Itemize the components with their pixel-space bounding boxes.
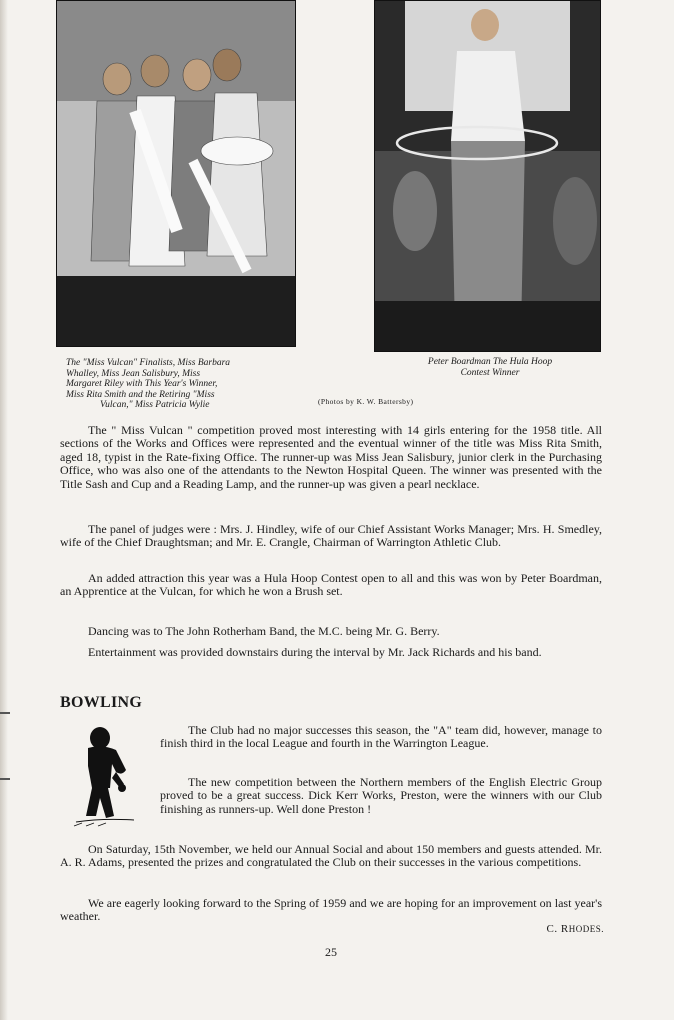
paragraph-text: The new competition between the Northern members of the English Electric Group proved to be a great success. Dick Kerr Works, Preston, were the winners with our Club finishing as runners-up. Well done Preston ! [160,775,602,816]
caption-line: The "Miss Vulcan" Finalists, Miss Barbara [66,358,231,368]
article-paragraph [60,646,602,659]
paragraph-text: The " Miss Vulcan " competition proved most interesting with 14 girls entering for the 1958 title. All sections of the Works and Offices were represented and the eventual winner of the title was Miss Rita Smith, aged 18, typist in the Rate-fixing Office. The runner-up was Miss Jean Salisbury, junior clerk in the Purchasing Office, who was also one of the attendants to the Newton Hospital Queen. The winner was presented with the Title Sash and Cup and a Reading Lamp, and the runner-up was given a pearl necklace. [60,423,602,491]
author-signature [547,923,604,935]
paragraph-text: The panel of judges were : Mrs. J. Hindley, wife of our Chief Assistant Works Manager; Mrs. H. Smedley, wife of the Chief Draughtsman; and Mr. E. Crangle, Chairman of Warrington Athletic Club. [60,522,602,550]
signature-rest: HODES. [568,924,604,934]
margin-mark [0,778,10,780]
article-paragraph [60,424,602,491]
left-photo-caption [66,358,288,411]
miss-vulcan-photo [56,0,296,347]
right-photo-caption [392,357,588,378]
bowling-paragraph [60,897,602,924]
caption-line: Margaret Riley with This Year's Winner, [66,379,218,389]
binding-edge [0,0,8,1020]
caption-line: Peter Boardman The Hula Hoop [427,357,553,367]
article-paragraph [60,523,602,550]
paragraph-text: The Club had no major successes this season, the "A" team did, however, manage to finish third in the local League and fourth in the Warrington League. [160,723,602,751]
photo-credit: (Photos by K. W. Battersby) [318,397,414,406]
paragraph-text: Dancing was to The John Rotherham Band, the M.C. being Mr. G. Berry. [88,624,440,638]
paragraph-text: Entertainment was provided downstairs during the interval by Mr. Jack Richards and his band. [88,645,542,659]
paragraph-text: On Saturday, 15th November, we held our Annual Social and about 150 members and guests attended. Mr. A. R. Adams, presented the prizes and congratulated the Club on their successes in the various competitions. [60,842,602,870]
paragraph-text: We are eagerly looking forward to the Spring of 1959 and we are hoping for an improvement on last year's weather. [60,896,602,924]
paragraph-text: An added attraction this year was a Hula Hoop Contest open to all and this was won by Peter Boardman, an Apprentice at the Vulcan, for which he won a Brush set. [60,571,602,599]
bowling-heading: BOWLING [60,694,143,711]
margin-mark [0,712,10,714]
bowling-paragraph [160,724,602,751]
bowling-paragraph [160,776,602,816]
bowler-illustration [72,726,162,830]
caption-line: Vulcan," Miss Patricia Wylie [100,400,210,410]
caption-line: Whalley, Miss Jean Salisbury, Miss [66,368,201,379]
page-number: 25 [325,945,337,959]
caption-line: Miss Rita Smith and the Retiring "Miss [66,389,215,400]
caption-line: Contest Winner [460,367,520,378]
article-paragraph [60,572,602,599]
hula-hoop-photo [374,0,601,352]
bowling-paragraph [60,843,602,870]
article-paragraph [60,625,602,638]
signature-initial: C. R [546,923,569,935]
